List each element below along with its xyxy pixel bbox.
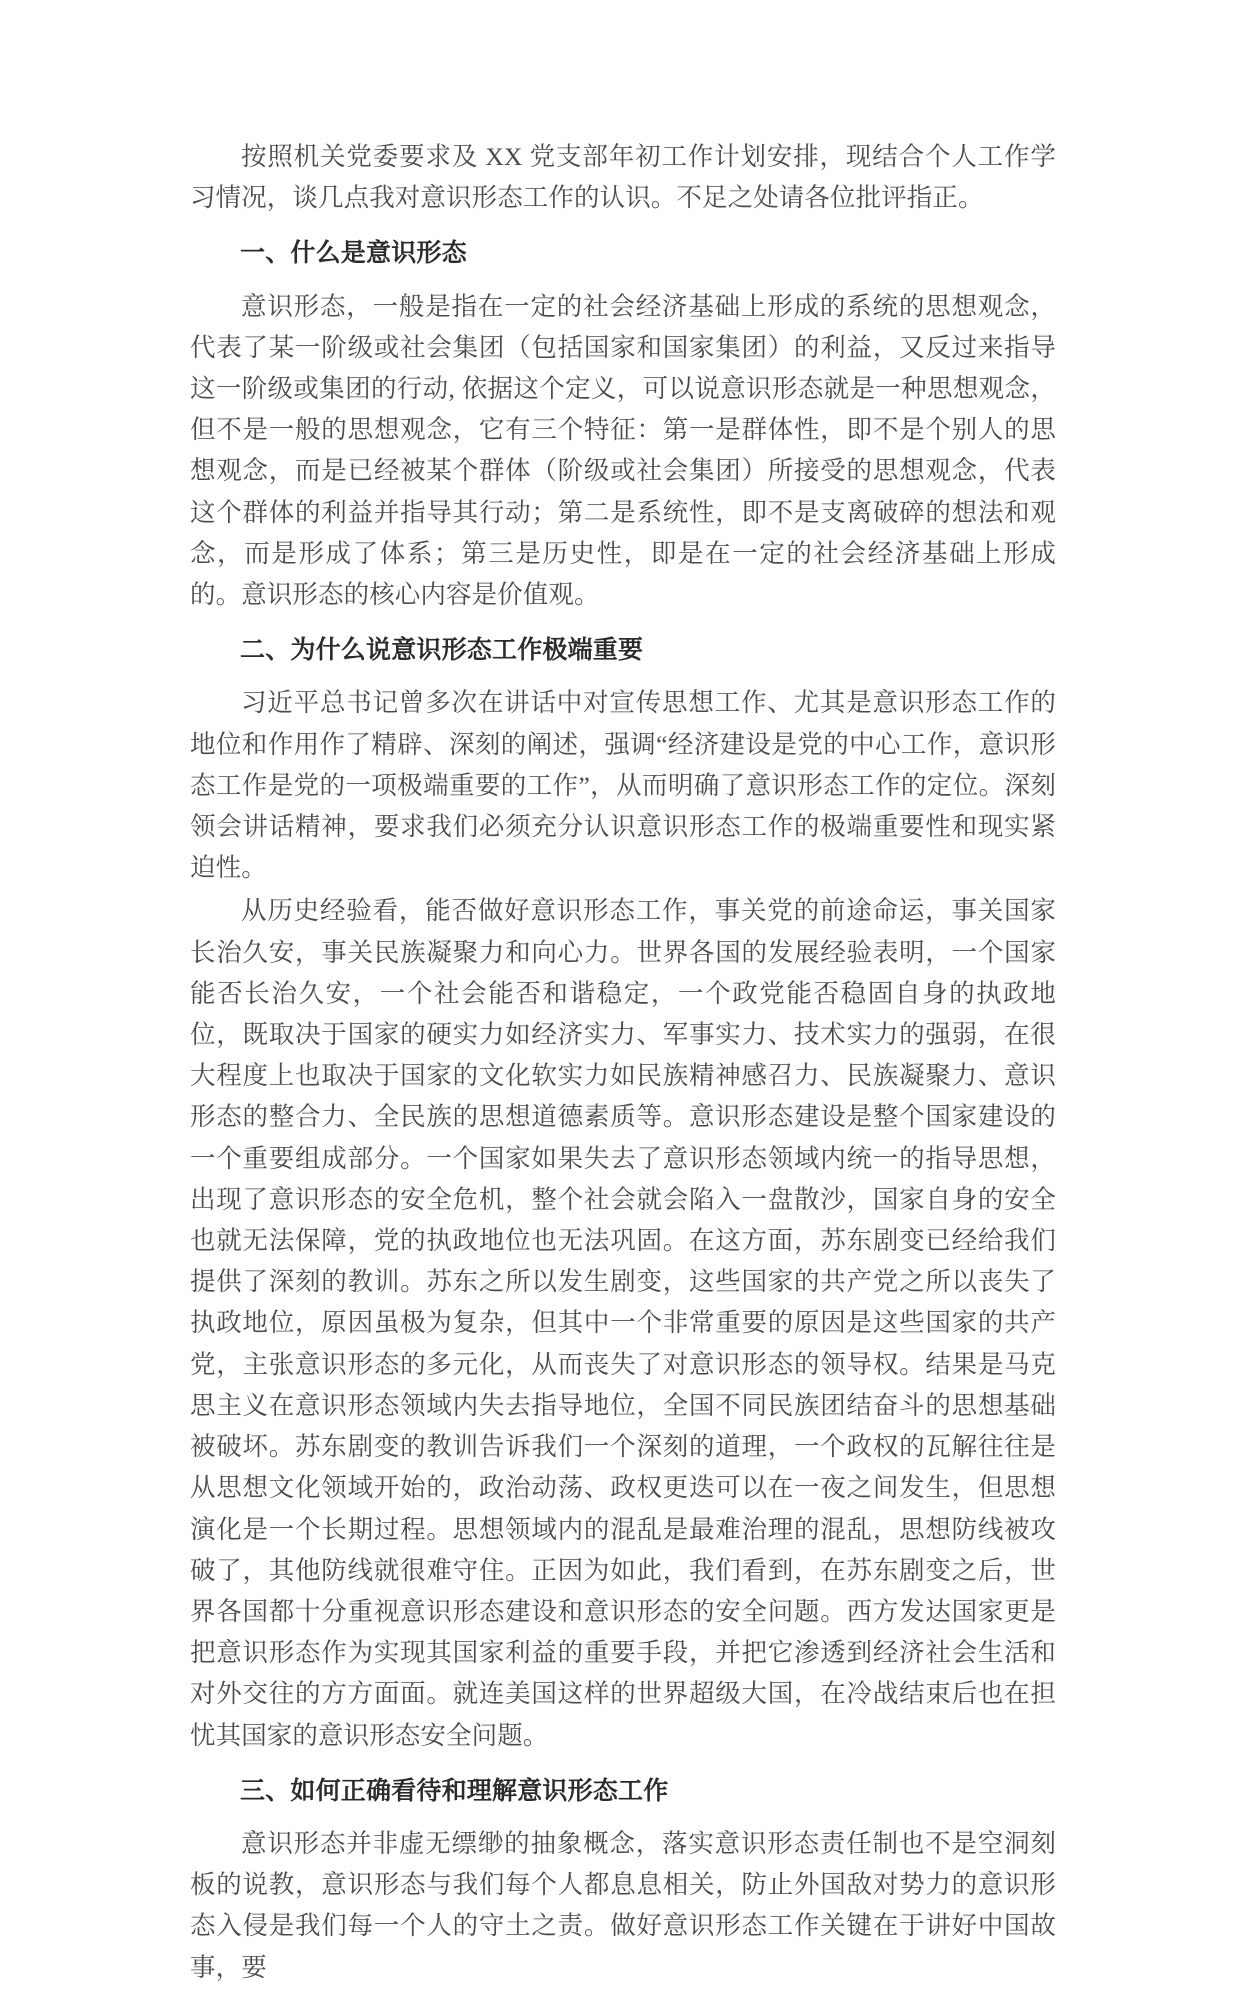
- body-paragraph: 意识形态并非虚无缥缈的抽象概念，落实意识形态责任制也不是空洞刻板的说教，意识形态与我们每个人都息息相关，防止外国敌对势力的意识形态入侵是我们每一个人的守土之责。做好意识形态工作关键在于讲好中国故事，要: [190, 1828, 1056, 1982]
- section-heading: 二、为什么说意识形态工作极端重要: [240, 636, 644, 665]
- section-heading: 三、如何正确看待和理解意识形态工作: [240, 1776, 669, 1805]
- body-paragraph: 从历史经验看，能否做好意识形态工作，事关党的前途命运，事关国家长治久安，事关民族凝聚力和向心力。世界各国的发展经验表明，一个国家能否长治久安，一个社会能否和谐稳定，一个政党能否稳固自身的执政地位，既取决于国家的硬实力如经济实力、军事实力、技术实力的强弱，在很大程度上也取决于国家的文化软实力如民族精神感召力、民族凝聚力、意识形态的整合力、全民族的思想道德素质等。意识形态建设是整个国家建设的一个重要组成部分。一个国家如果失去了意识形态领域内统一的指导思想，出现了意识形态的安全危机，整个社会就会陷入一盘散沙，国家自身的安全也就无法保障，党的执政地位也无法巩固。在这方面，苏东剧变已经给我们提供了深刻的教训。苏东之所以发生剧变，这些国家的共产党之所以丧失了执政地位，原因虽极为复杂，但其中一个非常重要的原因是这些国家的共产党，主张意识形态的多元化，从而丧失了对意识形态的领导权。结果是马克思主义在意识形态领域内失去指导地位，全国不同民族团结奋斗的思想基础被破坏。苏东剧变的教训告诉我们一个深刻的道理，一个政权的瓦解往往是从思想文化领域开始的，政治动荡、政权更迭可以在一夜之间发生，但思想演化是一个长期过程。思想领域内的混乱是最难治理的混乱，思想防线被攻破了，其他防线就很难守住。正因为如此，我们看到，在苏东剧变之后，世界各国都十分重视意识形态建设和意识形态的安全问题。西方发达国家更是把意识形态作为实现其国家利益的重要手段，并把它渗透到经济社会生活和对外交往的方方面面。就连美国这样的世界超级大国，在冷战结束后也在担忧其国家的意识形态安全问题。: [190, 896, 1056, 1750]
- section-heading: 一、什么是意识形态: [240, 239, 467, 268]
- body-paragraph: 按照机关党委要求及 XX 党支部年初工作计划安排，现结合个人工作学习情况，谈几点我对意识形态工作的认识。不足之处请各位批评指正。: [190, 142, 1056, 213]
- document-text-column: [190, 136, 1056, 1990]
- body-paragraph: 意识形态，一般是指在一定的社会经济基础上形成的系统的思想观念，代表了某一阶级或社会集团（包括国家和国家集团）的利益，又反过来指导这一阶级或集团的行动, 依据这个定义，可以说意识形态就是一种思想观念，但不是一般的思想观念，它有三个特征：第一是群体性，即不是个别人的思想观念，而是已经被某个群体（阶级或社会集团）所接受的思想观念，代表这个群体的利益并指导其行动；第二是系统性，即不是支离破碎的想法和观念，而是形成了体系；第三是历史性，即是在一定的社会经济基础上形成的。意识形态的核心内容是价值观。: [190, 291, 1056, 610]
- body-paragraph: 习近平总书记曾多次在讲话中对宣传思想工作、尤其是意识形态工作的地位和作用作了精辟、深刻的阐述，强调“经济建设是党的中心工作，意识形态工作是党的一项极端重要的工作”，从而明确了意识形态工作的定位。深刻领会讲话精神，要求我们必须充分认识意识形态工作的极端重要性和现实紧迫性。: [190, 688, 1056, 883]
